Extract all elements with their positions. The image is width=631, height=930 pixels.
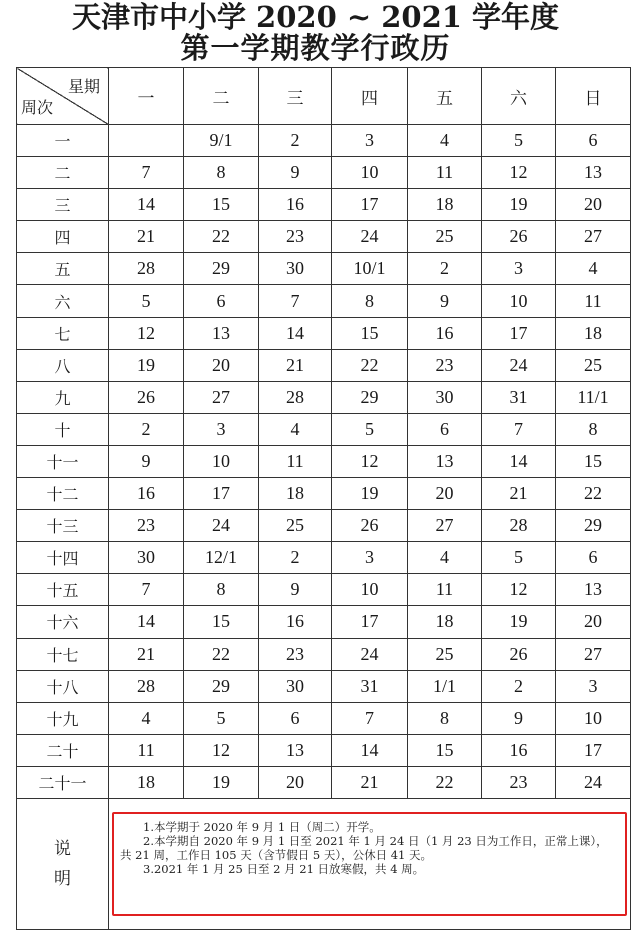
day-cell: 15 (332, 317, 408, 349)
day-cell: 9 (408, 285, 482, 317)
week-row (17, 670, 631, 702)
week-row (17, 510, 631, 542)
day-cell: 15 (556, 445, 631, 477)
week-row (17, 638, 631, 670)
day-cell: 10/1 (332, 253, 408, 285)
day-cell: 24 (482, 349, 556, 381)
day-cell: 8 (556, 413, 631, 445)
week-row (17, 349, 631, 381)
week-row (17, 221, 631, 253)
day-cell: 21 (109, 638, 184, 670)
week-number: 六 (17, 285, 109, 317)
note-item: 3.2021 年 1 月 25 日至 2 月 21 日放寒假，共 4 周。 (143, 861, 425, 876)
day-cell: 24 (184, 510, 259, 542)
day-cell: 8 (184, 157, 259, 189)
week-number: 二 (17, 157, 109, 189)
day-cell: 10 (332, 157, 408, 189)
day-cell: 12 (184, 734, 259, 766)
day-cell: 4 (556, 253, 631, 285)
week-row (17, 734, 631, 766)
day-cell: 30 (259, 670, 332, 702)
week-row (17, 285, 631, 317)
day-cell: 6 (556, 542, 631, 574)
day-cell (109, 125, 184, 157)
day-cell: 8 (184, 574, 259, 606)
title-line-1: 天津市中小学 2020 ~ 2021 学年度 (71, 0, 560, 34)
day-cell: 2 (259, 125, 332, 157)
day-cell: 23 (259, 221, 332, 253)
day-cell: 10 (332, 574, 408, 606)
day-cell: 3 (184, 413, 259, 445)
week-number: 十三 (17, 510, 109, 542)
day-cell: 16 (482, 734, 556, 766)
header-row (17, 68, 631, 125)
day-cell: 29 (184, 253, 259, 285)
day-cell: 22 (556, 478, 631, 510)
day-cell: 19 (109, 349, 184, 381)
day-cell: 9/1 (184, 125, 259, 157)
weekday-axis-label: 星期 (67, 77, 100, 96)
week-number: 十七 (17, 638, 109, 670)
week-number: 八 (17, 349, 109, 381)
week-number: 十四 (17, 542, 109, 574)
day-cell: 27 (408, 510, 482, 542)
day-cell: 26 (482, 638, 556, 670)
day-cell: 16 (259, 189, 332, 221)
day-cell: 12 (109, 317, 184, 349)
week-axis-label: 周次 (21, 98, 54, 117)
day-cell: 5 (482, 542, 556, 574)
week-number: 七 (17, 317, 109, 349)
week-number: 九 (17, 381, 109, 413)
week-number: 二十一 (17, 766, 109, 798)
day-cell: 3 (482, 253, 556, 285)
day-cell: 21 (259, 349, 332, 381)
week-row (17, 317, 631, 349)
day-cell: 30 (408, 381, 482, 413)
week-row (17, 702, 631, 734)
week-number: 五 (17, 253, 109, 285)
day-cell: 28 (259, 381, 332, 413)
day-cell: 12/1 (184, 542, 259, 574)
week-number: 十九 (17, 702, 109, 734)
day-cell: 23 (109, 510, 184, 542)
day-cell: 17 (556, 734, 631, 766)
week-number: 十二 (17, 478, 109, 510)
day-cell: 25 (556, 349, 631, 381)
day-cell: 5 (332, 413, 408, 445)
day-cell: 30 (109, 542, 184, 574)
weekday-header: 日 (556, 68, 631, 125)
day-cell: 13 (556, 574, 631, 606)
day-cell: 16 (408, 317, 482, 349)
week-row (17, 381, 631, 413)
day-cell: 12 (482, 157, 556, 189)
weekday-header: 三 (259, 68, 332, 125)
week-number: 三 (17, 189, 109, 221)
day-cell: 7 (482, 413, 556, 445)
week-row (17, 189, 631, 221)
day-cell: 10 (184, 445, 259, 477)
day-cell: 23 (408, 349, 482, 381)
day-cell: 6 (184, 285, 259, 317)
calendar-title (0, 0, 631, 64)
day-cell: 14 (332, 734, 408, 766)
week-row (17, 445, 631, 477)
day-cell: 6 (408, 413, 482, 445)
day-cell: 12 (482, 574, 556, 606)
day-cell: 8 (332, 285, 408, 317)
day-cell: 20 (556, 189, 631, 221)
day-cell: 14 (109, 189, 184, 221)
day-cell: 9 (482, 702, 556, 734)
day-cell: 26 (332, 510, 408, 542)
day-cell: 22 (332, 349, 408, 381)
week-row (17, 478, 631, 510)
day-cell: 13 (556, 157, 631, 189)
day-cell: 16 (259, 606, 332, 638)
day-cell: 6 (259, 702, 332, 734)
day-cell: 14 (259, 317, 332, 349)
day-cell: 25 (408, 638, 482, 670)
day-cell: 11 (556, 285, 631, 317)
note-item: 1.本学期于 2020 年 9 月 1 日（周二）开学。 (143, 819, 381, 834)
day-cell: 13 (259, 734, 332, 766)
note-item: 2.本学期自 2020 年 9 月 1 日至 2021 年 1 月 24 日（1 月 23 日为工作日，正常上课），共 21 周，工作日 105 天（含节假日 5 天），公休日 41 天。 (120, 833, 608, 862)
day-cell: 24 (332, 638, 408, 670)
week-row (17, 542, 631, 574)
corner-cell (17, 68, 109, 125)
day-cell: 22 (408, 766, 482, 798)
day-cell: 29 (184, 670, 259, 702)
day-cell: 2 (259, 542, 332, 574)
day-cell: 18 (408, 189, 482, 221)
day-cell: 9 (259, 157, 332, 189)
week-number: 十一 (17, 445, 109, 477)
day-cell: 26 (109, 381, 184, 413)
day-cell: 11 (109, 734, 184, 766)
day-cell: 20 (556, 606, 631, 638)
day-cell: 21 (332, 766, 408, 798)
weekday-header: 五 (408, 68, 482, 125)
day-cell: 8 (408, 702, 482, 734)
week-number: 十 (17, 413, 109, 445)
day-cell: 2 (482, 670, 556, 702)
day-cell: 7 (109, 574, 184, 606)
notes-row (17, 798, 631, 929)
day-cell: 27 (556, 221, 631, 253)
day-cell: 10 (482, 285, 556, 317)
day-cell: 25 (259, 510, 332, 542)
day-cell: 4 (259, 413, 332, 445)
day-cell: 6 (556, 125, 631, 157)
day-cell: 27 (556, 638, 631, 670)
day-cell: 20 (259, 766, 332, 798)
day-cell: 19 (482, 606, 556, 638)
day-cell: 28 (482, 510, 556, 542)
day-cell: 20 (184, 349, 259, 381)
day-cell: 2 (109, 413, 184, 445)
day-cell: 13 (184, 317, 259, 349)
day-cell: 18 (259, 478, 332, 510)
day-cell: 10 (556, 702, 631, 734)
week-row (17, 606, 631, 638)
day-cell: 26 (482, 221, 556, 253)
day-cell: 19 (332, 478, 408, 510)
day-cell: 18 (408, 606, 482, 638)
day-cell: 19 (184, 766, 259, 798)
day-cell: 23 (482, 766, 556, 798)
day-cell: 7 (259, 285, 332, 317)
day-cell: 23 (259, 638, 332, 670)
day-cell: 19 (482, 189, 556, 221)
day-cell: 5 (184, 702, 259, 734)
day-cell: 5 (109, 285, 184, 317)
day-cell: 2 (408, 253, 482, 285)
day-cell: 18 (556, 317, 631, 349)
day-cell: 11 (259, 445, 332, 477)
weekday-header: 六 (482, 68, 556, 125)
day-cell: 24 (332, 221, 408, 253)
weeks-body (17, 125, 631, 799)
day-cell: 22 (184, 221, 259, 253)
day-cell: 20 (408, 478, 482, 510)
day-cell: 17 (482, 317, 556, 349)
day-cell: 18 (109, 766, 184, 798)
day-cell: 29 (332, 381, 408, 413)
day-cell: 7 (109, 157, 184, 189)
day-cell: 7 (332, 702, 408, 734)
week-row (17, 413, 631, 445)
day-cell: 9 (259, 574, 332, 606)
day-cell: 15 (408, 734, 482, 766)
day-cell: 22 (184, 638, 259, 670)
day-cell: 24 (556, 766, 631, 798)
title-line-2: 第一学期教学行政历 (180, 31, 451, 65)
day-cell: 17 (332, 189, 408, 221)
day-cell: 14 (109, 606, 184, 638)
day-cell: 30 (259, 253, 332, 285)
week-number: 二十 (17, 734, 109, 766)
day-cell: 31 (482, 381, 556, 413)
day-cell: 11 (408, 157, 482, 189)
notes-cell (109, 798, 631, 929)
day-cell: 1/1 (408, 670, 482, 702)
day-cell: 29 (556, 510, 631, 542)
day-cell: 28 (109, 253, 184, 285)
weekday-header: 二 (184, 68, 259, 125)
week-number: 十八 (17, 670, 109, 702)
day-cell: 17 (184, 478, 259, 510)
notes-label (17, 798, 109, 929)
day-cell: 17 (332, 606, 408, 638)
day-cell: 3 (332, 542, 408, 574)
week-row (17, 157, 631, 189)
day-cell: 28 (109, 670, 184, 702)
day-cell: 16 (109, 478, 184, 510)
day-cell: 21 (482, 478, 556, 510)
week-row (17, 125, 631, 157)
week-number: 一 (17, 125, 109, 157)
day-cell: 31 (332, 670, 408, 702)
week-row (17, 574, 631, 606)
day-cell: 27 (184, 381, 259, 413)
day-cell: 21 (109, 221, 184, 253)
day-cell: 4 (408, 542, 482, 574)
week-row (17, 253, 631, 285)
day-cell: 3 (556, 670, 631, 702)
day-cell: 15 (184, 189, 259, 221)
week-number: 四 (17, 221, 109, 253)
notes-highlight-box (112, 812, 627, 916)
day-cell: 4 (408, 125, 482, 157)
day-cell: 5 (482, 125, 556, 157)
week-number: 十六 (17, 606, 109, 638)
weekday-header: 四 (332, 68, 408, 125)
day-cell: 11 (408, 574, 482, 606)
weekday-header: 一 (109, 68, 184, 125)
day-cell: 14 (482, 445, 556, 477)
calendar-table (16, 67, 631, 930)
day-cell: 15 (184, 606, 259, 638)
week-number: 十五 (17, 574, 109, 606)
day-cell: 3 (332, 125, 408, 157)
notes-label-text: 说 明 (54, 838, 71, 889)
day-cell: 11/1 (556, 381, 631, 413)
day-cell: 13 (408, 445, 482, 477)
day-cell: 12 (332, 445, 408, 477)
day-cell: 9 (109, 445, 184, 477)
week-row (17, 766, 631, 798)
day-cell: 25 (408, 221, 482, 253)
day-cell: 4 (109, 702, 184, 734)
